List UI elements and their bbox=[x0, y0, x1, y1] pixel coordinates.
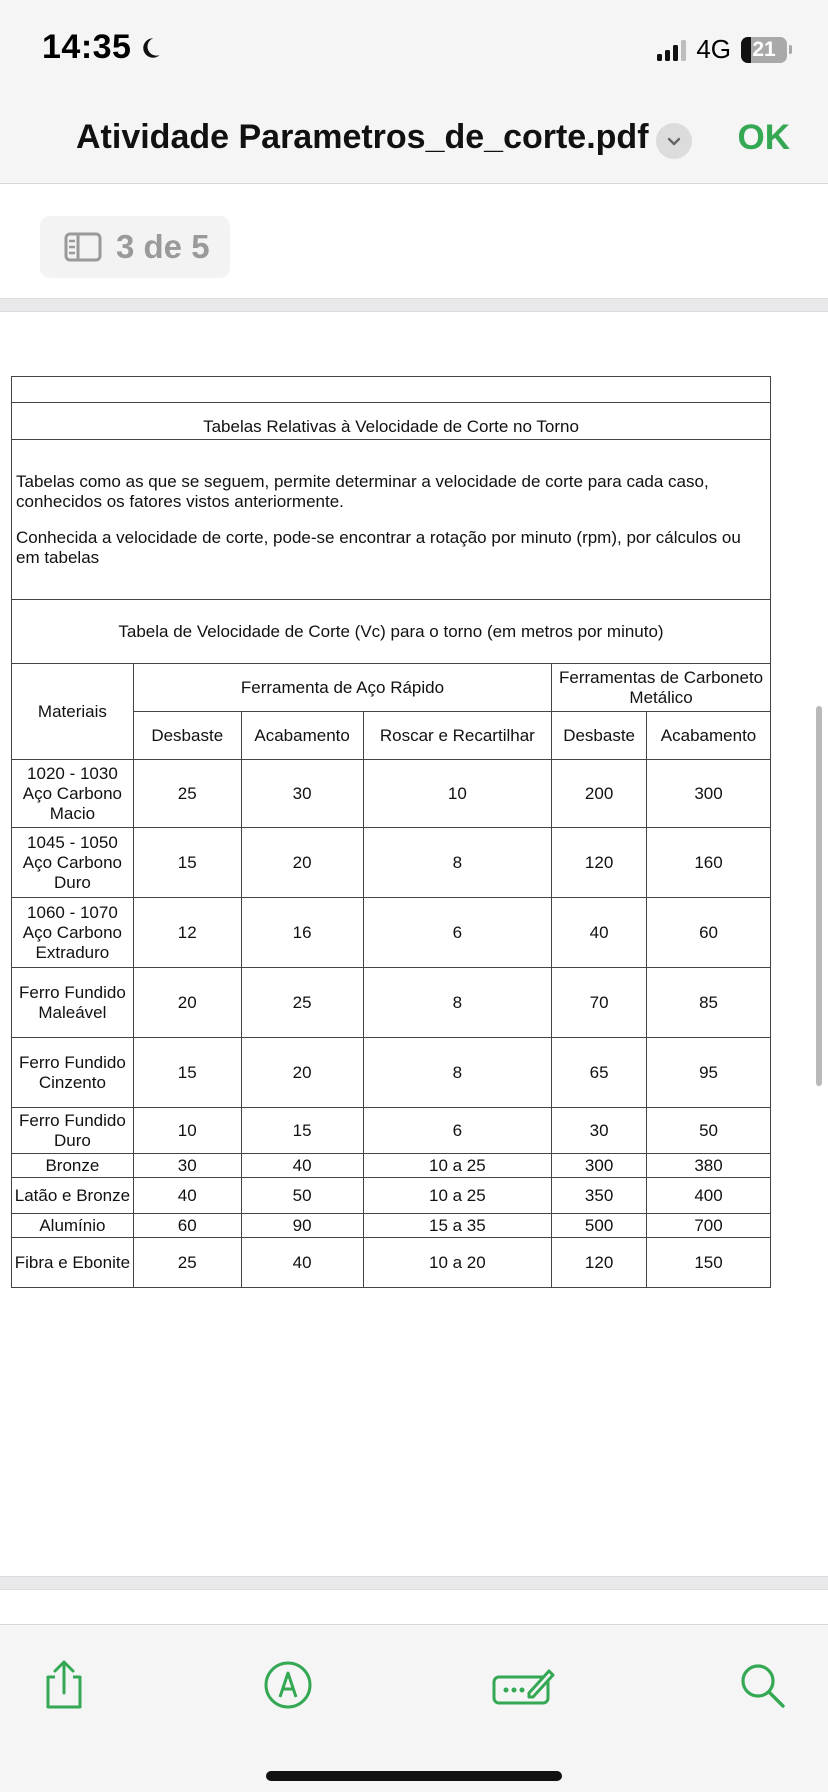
value-cell: 15 bbox=[133, 1038, 241, 1108]
search-icon bbox=[737, 1660, 787, 1710]
value-cell: 500 bbox=[552, 1214, 647, 1238]
value-cell: 10 a 25 bbox=[363, 1178, 552, 1214]
value-cell: 8 bbox=[363, 968, 552, 1038]
signature-button[interactable] bbox=[490, 1657, 560, 1713]
value-cell: 65 bbox=[552, 1038, 647, 1108]
value-cell: 90 bbox=[241, 1214, 363, 1238]
value-cell: 300 bbox=[647, 760, 771, 828]
value-cell: 30 bbox=[241, 760, 363, 828]
table-header-row bbox=[12, 664, 771, 712]
document-heading: Tabelas Relativas à Velocidade de Corte no Torno bbox=[12, 403, 771, 440]
value-cell: 15 a 35 bbox=[363, 1214, 552, 1238]
value-cell: 70 bbox=[552, 968, 647, 1038]
table-row bbox=[12, 403, 771, 440]
material-cell: Ferro Fundido Duro bbox=[12, 1108, 134, 1154]
value-cell: 6 bbox=[363, 1108, 552, 1154]
value-cell: 85 bbox=[647, 968, 771, 1038]
value-cell: 200 bbox=[552, 760, 647, 828]
column-header: Desbaste bbox=[133, 712, 241, 760]
value-cell: 25 bbox=[133, 760, 241, 828]
table-row bbox=[12, 1178, 771, 1214]
value-cell: 150 bbox=[647, 1238, 771, 1288]
value-cell: 16 bbox=[241, 898, 363, 968]
intro-paragraph-1: Tabelas como as que se seguem, permite determinar a velocidade de corte para cada caso, conhecidos os fatores vistos anteriormente. bbox=[16, 471, 709, 511]
signal-icon bbox=[657, 39, 686, 61]
value-cell: 8 bbox=[363, 1038, 552, 1108]
value-cell: 40 bbox=[241, 1154, 363, 1178]
scrollbar[interactable] bbox=[816, 706, 822, 1086]
document-title[interactable]: Atividade Parametros_de_corte.pdf bbox=[76, 118, 649, 156]
title-menu-button[interactable] bbox=[656, 123, 692, 159]
status-indicators bbox=[657, 34, 792, 65]
intro-paragraph-2: Conhecida a velocidade de corte, pode-se encontrar a rotação por minuto (rpm), por cálculos ou em tabelas bbox=[16, 527, 741, 567]
value-cell: 12 bbox=[133, 898, 241, 968]
value-cell: 700 bbox=[647, 1214, 771, 1238]
value-cell: 8 bbox=[363, 828, 552, 898]
table-row bbox=[12, 1214, 771, 1238]
value-cell: 60 bbox=[647, 898, 771, 968]
table-row bbox=[12, 1154, 771, 1178]
column-header-materiais: Materiais bbox=[12, 664, 134, 760]
value-cell: 95 bbox=[647, 1038, 771, 1108]
table-row bbox=[12, 600, 771, 664]
signature-icon bbox=[491, 1661, 559, 1709]
table-row bbox=[12, 1108, 771, 1154]
material-cell: Latão e Bronze bbox=[12, 1178, 134, 1214]
value-cell: 380 bbox=[647, 1154, 771, 1178]
value-cell: 15 bbox=[241, 1108, 363, 1154]
value-cell: 30 bbox=[133, 1154, 241, 1178]
value-cell: 120 bbox=[552, 1238, 647, 1288]
battery-icon bbox=[741, 37, 792, 63]
value-cell: 30 bbox=[552, 1108, 647, 1154]
value-cell: 350 bbox=[552, 1178, 647, 1214]
sidebar-icon bbox=[64, 232, 102, 262]
value-cell: 400 bbox=[647, 1178, 771, 1214]
value-cell: 25 bbox=[241, 968, 363, 1038]
page-separator bbox=[0, 1576, 828, 1590]
table-title: Tabela de Velocidade de Corte (Vc) para o torno (em metros por minuto) bbox=[12, 600, 771, 664]
material-cell: Ferro Fundido Cinzento bbox=[12, 1038, 134, 1108]
group-header-carbide: Ferramentas de Carboneto Metálico bbox=[552, 664, 771, 712]
material-cell: Ferro Fundido Maleável bbox=[12, 968, 134, 1038]
table-row bbox=[12, 377, 771, 403]
moon-icon bbox=[137, 35, 163, 61]
table-row bbox=[12, 440, 771, 600]
group-header-hss: Ferramenta de Aço Rápido bbox=[133, 664, 551, 712]
column-header: Acabamento bbox=[647, 712, 771, 760]
home-indicator[interactable] bbox=[266, 1771, 562, 1781]
chevron-down-icon bbox=[665, 132, 683, 150]
markup-button[interactable] bbox=[260, 1657, 316, 1713]
value-cell: 20 bbox=[241, 828, 363, 898]
table-row bbox=[12, 1038, 771, 1108]
value-cell: 20 bbox=[133, 968, 241, 1038]
value-cell: 160 bbox=[647, 828, 771, 898]
page-separator bbox=[0, 298, 828, 312]
status-time: 14:35 bbox=[42, 28, 163, 67]
column-header: Acabamento bbox=[241, 712, 363, 760]
value-cell: 10 bbox=[363, 760, 552, 828]
material-cell: 1060 - 1070 Aço Carbono Extraduro bbox=[12, 898, 134, 968]
pdf-page[interactable] bbox=[0, 314, 828, 1576]
table-row bbox=[12, 968, 771, 1038]
value-cell: 50 bbox=[241, 1178, 363, 1214]
value-cell: 60 bbox=[133, 1214, 241, 1238]
material-cell: Alumínio bbox=[12, 1214, 134, 1238]
value-cell: 300 bbox=[552, 1154, 647, 1178]
material-cell: Fibra e Ebonite bbox=[12, 1238, 134, 1288]
value-cell: 25 bbox=[133, 1238, 241, 1288]
value-cell: 40 bbox=[133, 1178, 241, 1214]
share-button[interactable] bbox=[36, 1657, 92, 1713]
value-cell: 6 bbox=[363, 898, 552, 968]
table-row bbox=[12, 898, 771, 968]
page-indicator[interactable] bbox=[40, 216, 230, 278]
share-icon bbox=[40, 1659, 88, 1711]
table-row bbox=[12, 828, 771, 898]
material-cell: 1020 - 1030 Aço Carbono Macio bbox=[12, 760, 134, 828]
value-cell: 120 bbox=[552, 828, 647, 898]
value-cell: 10 bbox=[133, 1108, 241, 1154]
page-indicator-label: 3 de 5 bbox=[116, 228, 210, 265]
document-table bbox=[11, 376, 771, 1288]
value-cell: 10 a 25 bbox=[363, 1154, 552, 1178]
value-cell: 20 bbox=[241, 1038, 363, 1108]
value-cell: 40 bbox=[241, 1238, 363, 1288]
table-row bbox=[12, 760, 771, 828]
search-button[interactable] bbox=[734, 1657, 790, 1713]
value-cell: 15 bbox=[133, 828, 241, 898]
ok-button[interactable]: OK bbox=[737, 118, 790, 157]
bottom-toolbar bbox=[0, 1624, 828, 1792]
column-header: Desbaste bbox=[552, 712, 647, 760]
value-cell: 40 bbox=[552, 898, 647, 968]
top-bar bbox=[0, 0, 828, 184]
battery-level: 21 bbox=[752, 37, 776, 61]
value-cell: 10 a 20 bbox=[363, 1238, 552, 1288]
material-cell: Bronze bbox=[12, 1154, 134, 1178]
intro-text bbox=[12, 440, 771, 600]
value-cell: 50 bbox=[647, 1108, 771, 1154]
column-header: Roscar e Recartilhar bbox=[363, 712, 552, 760]
markup-icon bbox=[262, 1659, 314, 1711]
material-cell: 1045 - 1050 Aço Carbono Duro bbox=[12, 828, 134, 898]
network-type: 4G bbox=[696, 34, 731, 64]
table-row bbox=[12, 1238, 771, 1288]
